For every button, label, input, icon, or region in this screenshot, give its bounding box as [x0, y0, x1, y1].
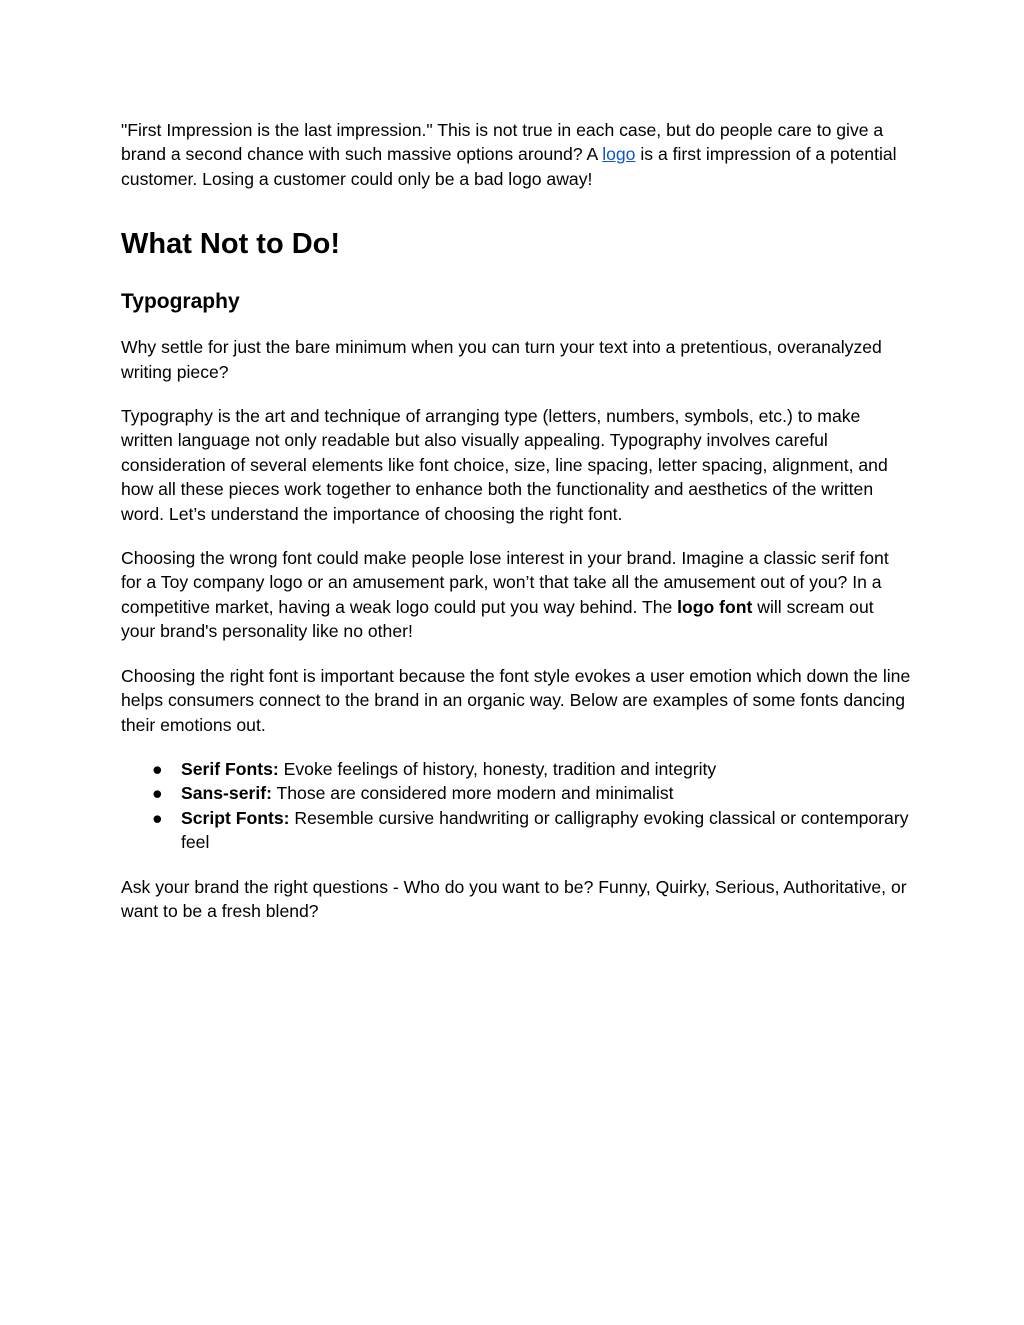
list-item-description: Evoke feelings of history, honesty, tradition and integrity: [278, 758, 717, 779]
logo-link[interactable]: logo: [602, 144, 636, 165]
paragraph-3-text-before: Choosing the wrong font could make people lose interest in your brand. Imagine a classic serif font for a Toy company logo or an amusement park, won’t that take all the amusement out of you? In a competitive market, having a weak logo could put you way behind. The: [121, 548, 889, 617]
closing-paragraph: Ask your brand the right questions - Who do you want to be? Funny, Quirky, Serious, Authoritative, or want to be a fresh blend?: [121, 876, 907, 921]
list-item-term: Script Fonts:: [181, 807, 290, 828]
list-item-term: Sans-serif:: [181, 783, 272, 804]
font-types-list: [121, 757, 911, 855]
document-page: [121, 118, 911, 943]
list-item-description: Resemble cursive handwriting or calligraphy evoking classical or contemporary feel: [181, 807, 909, 853]
paragraph-1: Why settle for just the bare minimum when you can turn your text into a pretentious, overanalyzed writing piece?: [121, 337, 882, 382]
paragraph-3-text-after: will scream out your brand's personality like no other!: [121, 596, 874, 642]
logo-font-bold: logo font: [677, 596, 753, 617]
paragraph-4: Choosing the right font is important because the font style evokes a user emotion which down the line helps consumers connect to the brand in an organic way. Below are examples of some fonts dancing their emotions out.: [121, 665, 911, 735]
list-item: [121, 806, 911, 855]
list-item: [121, 781, 911, 805]
bullet-icon: ●: [152, 758, 163, 779]
intro-text-after-link: is a first impression of a potential customer. Losing a customer could only be a bad logo away!: [121, 144, 897, 189]
list-item: [121, 757, 911, 781]
bullet-icon: ●: [152, 783, 163, 804]
intro-text-before-link: "First Impression is the last impression." This is not true in each case, but do people care to give a brand a second chance with such massive options around? A: [121, 120, 884, 165]
intro-paragraph: [121, 118, 911, 191]
subsection-heading: Typography: [121, 290, 240, 314]
list-item-description: Those are considered more modern and minimalist: [271, 783, 674, 804]
bullet-icon: ●: [152, 807, 163, 828]
section-heading: What Not to Do!: [121, 228, 341, 261]
paragraph-3: [121, 546, 911, 644]
paragraph-2: Typography is the art and technique of arranging type (letters, numbers, symbols, etc.) to make written language not only readable but also visually appealing. Typography involves careful consideration of several elements like font choice, size, line spacing, letter spacing, alignment, and how all these pieces work together to enhance both the functionality and aesthetics of the written word. Let’s understand the importance of choosing the right font.: [121, 406, 888, 524]
list-item-term: Serif Fonts:: [181, 758, 279, 779]
